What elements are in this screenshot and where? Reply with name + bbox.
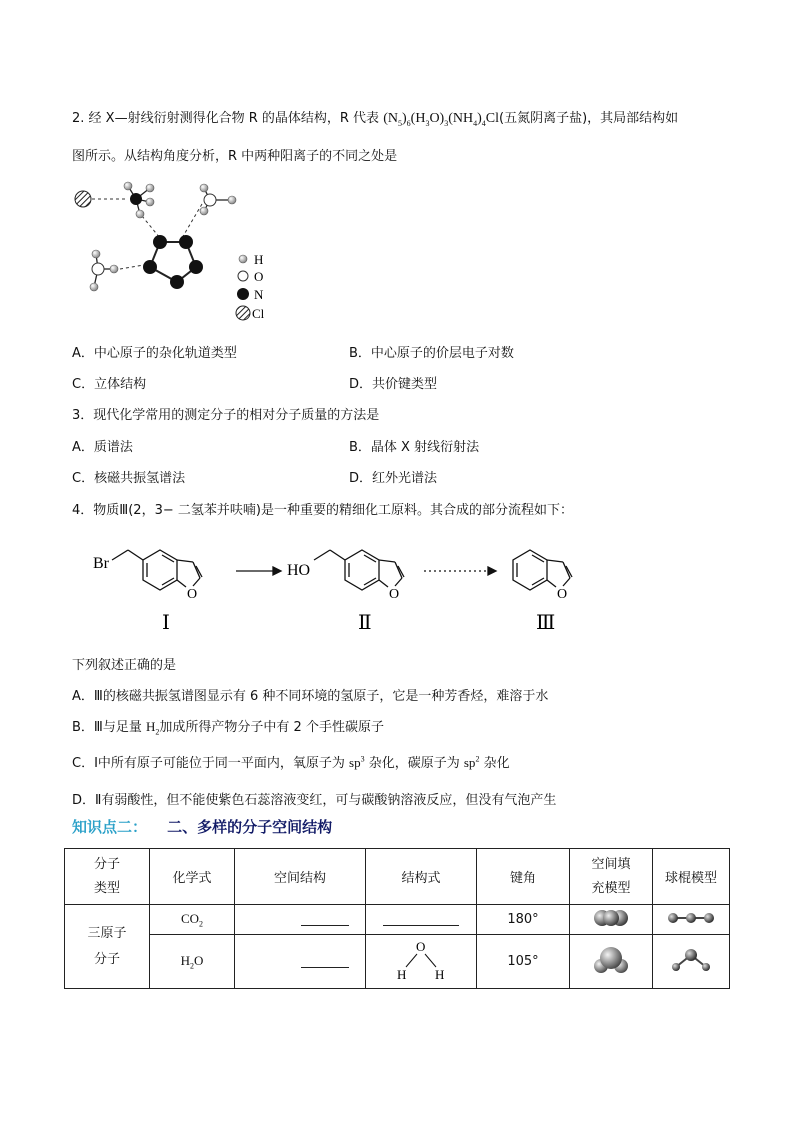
- header-struct: 结构式: [366, 849, 477, 905]
- q2-formula: $(N_5)_6(H_3O)_3(NH_4)_4Cl$: [383, 111, 500, 128]
- q4-synthesis-scheme: [90, 535, 610, 635]
- o-label-2: O: [389, 587, 400, 602]
- q4-option-a: A．Ⅲ的核磁共振氢谱图显示有 6 种不同环境的氢原子，它是一种芳香烃，难溶于水: [72, 689, 549, 704]
- h2o-ballstick-icon: [668, 945, 714, 975]
- legend-n: N: [254, 287, 264, 302]
- struct-h2: H: [435, 966, 445, 982]
- row2-spacefill-model: [570, 935, 653, 989]
- header-shape: 空间结构: [235, 849, 366, 905]
- q4-stem: 4．物质Ⅲ(2，3− 二氢苯并呋喃)是一种重要的精细化工原料。其合成的部分流程如下：: [72, 503, 573, 518]
- row2-struct-formula: [366, 935, 477, 989]
- kp-subtitle: 二、多样的分子空间结构: [167, 818, 333, 836]
- knowledge-point-heading: [72, 816, 332, 837]
- co2-spacefill-icon: [593, 908, 629, 928]
- row1-shape-blank: [235, 905, 366, 935]
- q4-option-b: B．Ⅲ与足量 $H_2$加成所得产物分子中有 2 个手性碳原子: [72, 719, 384, 737]
- q2-text-a: 经 X—射线衍射测得化合物 R 的晶体结构，R 代表: [88, 111, 380, 126]
- q3-option-b: B．晶体 X 射线衍射法: [349, 440, 480, 455]
- group-cell: 三原子分子: [65, 905, 150, 989]
- compound-iii-label: Ⅲ: [536, 612, 556, 634]
- q2-option-d: D．共价键类型: [349, 377, 438, 392]
- legend-o: O: [254, 269, 264, 284]
- header-ballstick: 球棍模型: [653, 849, 730, 905]
- o-label-3: O: [557, 587, 568, 602]
- row2-ballstick-model: [653, 935, 730, 989]
- kp-title: 知识点二：: [72, 818, 148, 836]
- struct-h1: H: [397, 966, 407, 982]
- header-spacefill: 空间填充模型: [570, 849, 653, 905]
- struct-o: O: [416, 938, 426, 954]
- q2-line2: 图所示。从结构角度分析，R 中两种阳离子的不同之处是: [72, 149, 398, 164]
- co2-ballstick-icon: [665, 910, 717, 926]
- molecular-structure-table: [64, 848, 730, 989]
- header-angle: 键角: [477, 849, 570, 905]
- q2-option-b: B．中心原子的价层电子对数: [349, 346, 514, 361]
- header-formula: 化学式: [150, 849, 235, 905]
- q2-option-c: C．立体结构: [72, 377, 147, 392]
- header-type: 分子类型: [65, 849, 150, 905]
- q4-option-d: D．Ⅱ有弱酸性，但不能使紫色石蕊溶液变红，可与碳酸钠溶液反应，但没有气泡产生: [72, 793, 557, 808]
- row1-ballstick-model: [653, 905, 730, 935]
- hyb-sp2: $sp^2$: [463, 754, 480, 770]
- q4-option-c: C．Ⅰ中所有原子可能位于同一平面内，氧原子为 $sp^3$ 杂化，碳原子为 $sp^2$ 杂化: [72, 754, 510, 771]
- row1-spacefill-model: [570, 905, 653, 935]
- row2-angle: 105°: [477, 935, 570, 989]
- br-label: Br: [93, 555, 109, 572]
- hyb-sp3: $sp^3$: [349, 754, 365, 770]
- q2-option-a: A．中心原子的杂化轨道类型: [72, 346, 237, 361]
- row1-formula: $CO_2$: [150, 905, 235, 935]
- compound-ii-label: Ⅱ: [358, 612, 372, 634]
- ho-label: HO: [287, 562, 311, 579]
- o-label-1: O: [187, 587, 198, 602]
- q3-option-d: D．红外光谱法: [349, 471, 438, 486]
- q2-text-b: (五氮阴离子盐)，其局部结构如: [499, 111, 679, 126]
- q3-option-c: C．核磁共振氢谱法: [72, 471, 186, 486]
- q4-prompt: 下列叙述正确的是: [72, 658, 177, 673]
- compound-i-label: Ⅰ: [162, 612, 170, 634]
- row2-shape-blank: [235, 935, 366, 989]
- h2o-spacefill-icon: [593, 944, 629, 976]
- q2-line1: 2. 经 X—射线衍射测得化合物 R 的晶体结构，R 代表 $(N_5)_6(H_3O)_3(NH_4)_4Cl$(五氮阴离子盐)，其局部结构如: [72, 111, 679, 128]
- q2-structure-figure: [70, 176, 290, 326]
- h2-formula: $H_2$: [146, 719, 160, 737]
- q3-stem: 3．现代化学常用的测定分子的相对分子质量的方法是: [72, 408, 380, 423]
- legend-h: H: [254, 252, 264, 267]
- q2-number: 2: [72, 111, 81, 126]
- row2-formula: $H_2O$: [150, 935, 235, 989]
- row1-angle: 180°: [477, 905, 570, 935]
- row1-struct-blank: [366, 905, 477, 935]
- h2o-structure: [386, 938, 456, 982]
- q3-option-a: A．质谱法: [72, 440, 133, 455]
- legend-cl: Cl: [252, 306, 265, 321]
